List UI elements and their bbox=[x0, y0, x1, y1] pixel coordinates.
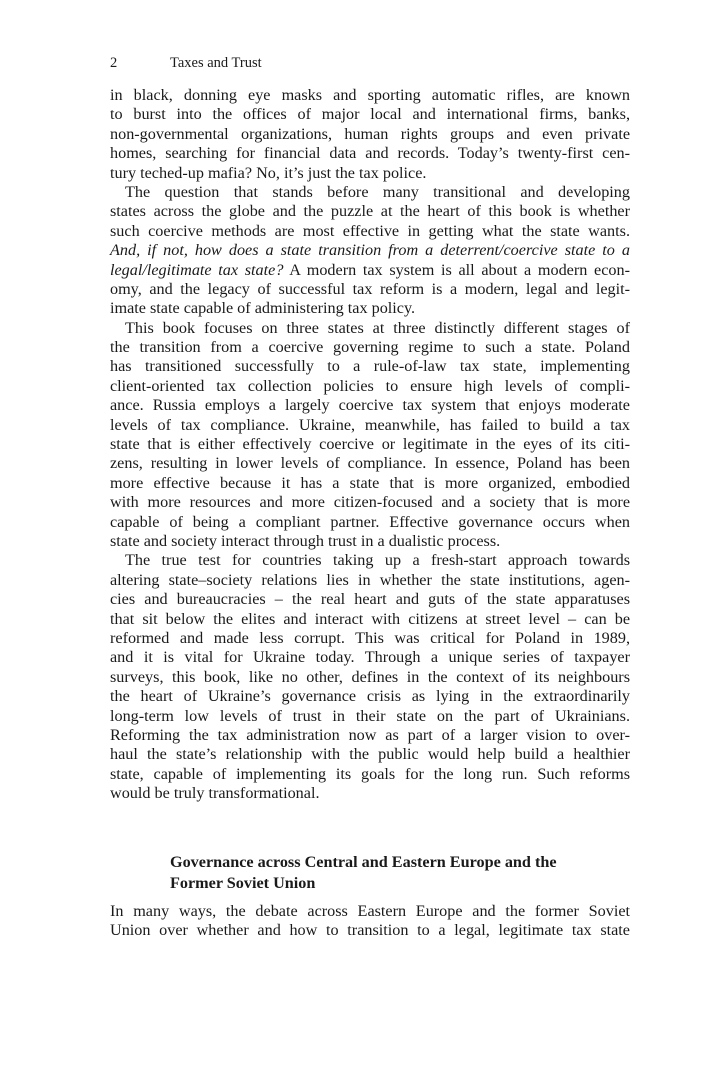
text-line: Reforming the tax administration now as part of a larger vision to over- bbox=[110, 725, 630, 744]
text-line: capable of being a compliant partner. Effective governance occurs when bbox=[110, 512, 630, 531]
running-head bbox=[110, 54, 262, 72]
book-title: Taxes and Trust bbox=[170, 55, 262, 71]
italic-line bbox=[110, 241, 630, 260]
text-line: homes, searching for financial data and records. Today’s twenty-first cen- bbox=[110, 144, 630, 163]
page-number: 2 bbox=[110, 55, 118, 71]
paragraph-3 bbox=[110, 319, 630, 552]
section-heading bbox=[170, 852, 630, 894]
text-line: the transition from a coercive governing regime to such a state. Poland bbox=[110, 338, 630, 357]
text-line: in black, donning eye masks and sporting automatic rifles, are known bbox=[110, 86, 630, 104]
text-span: A modern tax system is all about a modern econ- bbox=[283, 260, 630, 279]
text-line bbox=[110, 261, 630, 280]
text-line: surveys, this book, like no other, defines in the context of its neighbours bbox=[110, 667, 630, 686]
text-line: the heart of Ukraine’s governance crisis as lying in the extraordinarily bbox=[110, 687, 630, 706]
text-line: In many ways, the debate across Eastern Europe and the former Soviet bbox=[110, 902, 630, 920]
paragraph-4 bbox=[110, 551, 630, 803]
text-line: and it is vital for Ukraine today. Through a unique series of taxpayer bbox=[110, 648, 630, 667]
text-line: more effective because it has a state that is more organized, embodied bbox=[110, 473, 630, 492]
paragraph-1 bbox=[110, 86, 630, 183]
text-line: such coercive methods are most effective in getting what the state wants. bbox=[110, 221, 630, 240]
text-line: The true test for countries taking up a fresh-start approach towards bbox=[125, 551, 630, 570]
text-line: states across the globe and the puzzle at the heart of this book is whether bbox=[110, 202, 630, 221]
text-line: tury teched-up mafia? No, it’s just the tax police. bbox=[110, 163, 427, 182]
text-line: This book focuses on three states at three distinctly different stages of bbox=[125, 318, 630, 337]
text-line: client-oriented tax collection policies to ensure high levels of compli- bbox=[110, 376, 630, 395]
text-line: haul the state’s relationship with the public would help build a healthier bbox=[110, 745, 630, 764]
text-line: long-term low levels of trust in their state on the part of Ukrainians. bbox=[110, 706, 630, 725]
text-line: imate state capable of administering tax policy. bbox=[110, 299, 416, 318]
text-line: has transitioned successfully to a rule-of-law tax state, implementing bbox=[110, 357, 630, 376]
text-line: would be truly transformational. bbox=[110, 784, 320, 803]
heading-line: Governance across Central and Eastern Europe and the bbox=[170, 853, 557, 871]
text-line: that sit below the elites and interact with citizens at street level – can be bbox=[110, 609, 630, 628]
text-line: zens, resulting in lower levels of compliance. In essence, Poland has been bbox=[110, 454, 630, 473]
text-line: omy, and the legacy of successful tax reform is a modern, legal and legit- bbox=[110, 279, 630, 298]
italic-question-end: legal/legitimate tax state? bbox=[110, 260, 284, 279]
paragraph-2 bbox=[110, 183, 630, 319]
text-line: with more resources and more citizen-focused and a society that is more bbox=[110, 493, 630, 512]
text-line: ance. Russia employs a largely coercive tax system that enjoys moderate bbox=[110, 396, 630, 415]
text-line: levels of tax compliance. Ukraine, meanwhile, has failed to build a tax bbox=[110, 415, 630, 434]
text-line: Union over whether and how to transition to a legal, legitimate tax state bbox=[110, 921, 630, 940]
italic-question: And, if not, how does a state transition from a deterrent/coercive state to a bbox=[110, 241, 630, 260]
text-line: state and society interact through trust in a dualistic process. bbox=[110, 531, 501, 550]
final-paragraph bbox=[110, 902, 630, 941]
text-line: non-governmental organizations, human rights groups and even private bbox=[110, 124, 630, 143]
heading-line: Former Soviet Union bbox=[170, 874, 316, 892]
text-line: reformed and made less corrupt. This was critical for Poland in 1989, bbox=[110, 628, 630, 647]
text-line: cies and bureaucracies – the real heart and guts of the state apparatuses bbox=[110, 590, 630, 609]
body-text bbox=[110, 86, 630, 803]
text-line: state, capable of implementing its goals for the long run. Such reforms bbox=[110, 764, 630, 783]
text-line: state that is either effectively coercive or legitimate in the eyes of its citi- bbox=[110, 435, 630, 454]
text-line: The question that stands before many transitional and developing bbox=[125, 182, 630, 201]
text-line: altering state–society relations lies in whether the state institutions, agen- bbox=[110, 570, 630, 589]
text-line: to burst into the offices of major local and international firms, banks, bbox=[110, 105, 630, 124]
